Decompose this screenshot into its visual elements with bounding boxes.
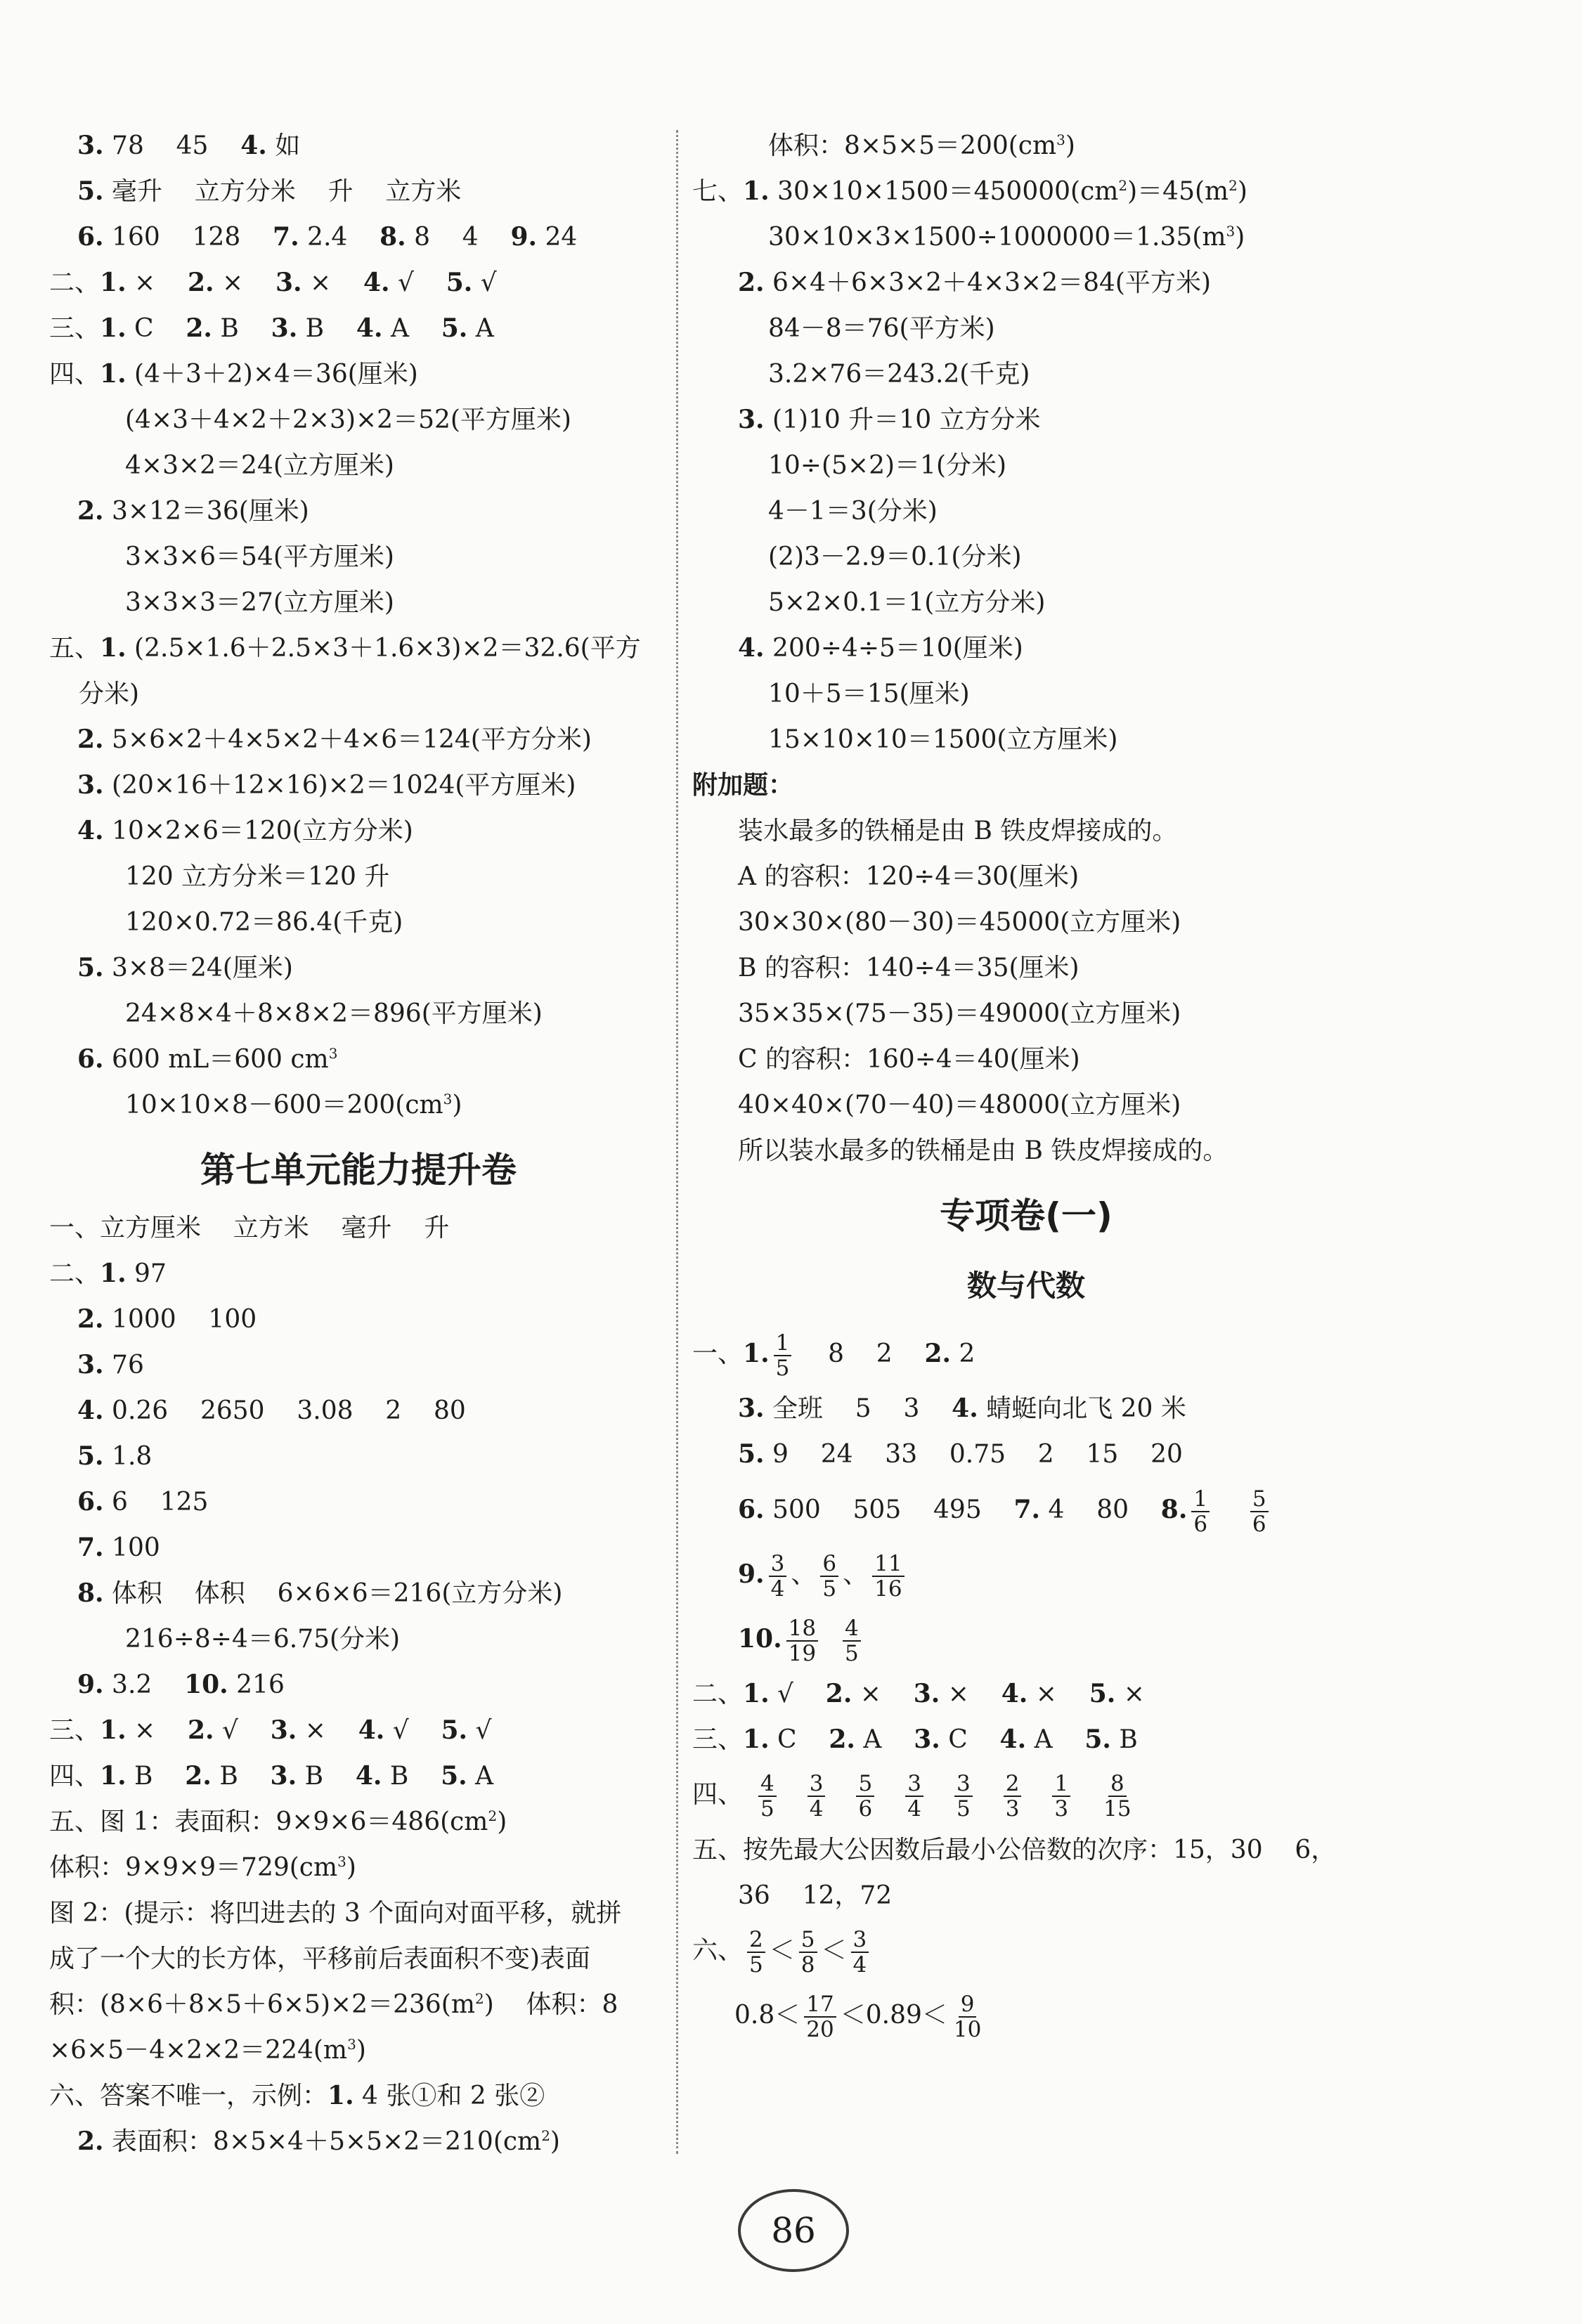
answer-line: 3×3×6＝54(平方厘米): [125, 543, 394, 571]
answer-line: 6. 160 128 7. 2.4 8. 8 4 9. 24: [77, 222, 578, 252]
answer-line: 9. $\frac{3}{4}$ 、 $\frac{6}{5}$ 、 $\frac{11}{16}$: [692, 1542, 1536, 1606]
answer-line: 4－1＝3(分米): [768, 497, 938, 526]
answer-line: 六、答案不唯一，示例：1. 4 张①和 2 张②: [49, 2081, 545, 2110]
answer-line: 图 2：(提示：将凹进去的 3 个面向对面平移，就拼: [49, 1899, 622, 1928]
fraction: $\frac{4}{5}$: [843, 1616, 861, 1666]
answer-line: 二、1. 97: [49, 1259, 167, 1288]
answer-line: 2. 3×12＝36(厘米): [77, 496, 309, 526]
fraction: $\frac{3}{4}$: [905, 1772, 923, 1821]
answer-line: 0.8＜ $\frac{17}{20}$ ＜0.89＜ $\frac{9}{10}$: [692, 1983, 1536, 2048]
fraction: $\frac{9}{10}$: [953, 1992, 982, 2042]
bonus-line: 装水最多的铁桶是由 B 铁皮焊接成的。: [738, 817, 1178, 845]
answer-line: 七、1. $30\times 10\times 1500=450000(cm^2)=45(m^2)$: [692, 176, 1247, 206]
answer-line: 成了一个大的长方体，平移前后表面积不变)表面: [49, 1945, 591, 1973]
fraction: $\frac{18}{19}$: [786, 1616, 818, 1666]
answer-line: 4. 200÷4÷5＝10(厘米): [738, 633, 1023, 663]
answer-line: 体积：$9\times 9\times 9=729(cm^3)$: [49, 1853, 356, 1882]
answer-line: 5. 9 24 33 0.75 2 15 20: [738, 1439, 1183, 1469]
answer-line: 3. (20×16＋12×16)×2＝1024(平方厘米): [77, 770, 576, 800]
answer-line: 2. 6×4＋6×3×2＋4×3×2＝84(平方米): [738, 268, 1211, 297]
answer-line: 5. 毫升 立方分米 升 立方米: [77, 176, 462, 206]
answer-line: 15×10×10＝1500(立方厘米): [768, 725, 1118, 754]
answer-line: 5×2×0.1＝1(立方分米): [768, 588, 1046, 617]
answer-line: 3. 全班 5 3 4. 蜻蜓向北飞 20 米: [738, 1394, 1186, 1423]
fraction: $\frac{1}{6}$: [1191, 1487, 1210, 1536]
answer-line: (2)3－2.9＝0.1(分米): [768, 543, 1022, 571]
answer-line: 36 12，72: [738, 1881, 893, 1910]
answer-line: 四、 $\frac{4}{5}$ $\frac{3}{4}$ $\frac{5}{6}$ $\frac{3}{4}$ $\frac{3}{5}$ $\frac{2}{3}$ $\frac{1}{3}$ $\frac{8}{15}$: [692, 1763, 1536, 1827]
answer-line: 10÷(5×2)＝1(分米): [768, 451, 1007, 480]
answer-line: 一、立方厘米 立方米 毫升 升: [49, 1214, 450, 1242]
answer-line: 二、1. √ 2. × 3. × 4. × 5. ×: [692, 1679, 1145, 1708]
answer-line: 分米): [79, 680, 140, 708]
answer-line: 5. 1.8: [77, 1441, 153, 1471]
answer-line: 10. $\frac{18}{19}$ $\frac{4}{5}$: [692, 1606, 1536, 1671]
bonus-line: C 的容积：160÷4＝40(厘米): [738, 1045, 1080, 1074]
bonus-line: A 的容积：120÷4＝30(厘米): [738, 862, 1079, 891]
left-column: [49, 123, 668, 2164]
answer-line: 4. 10×2×6＝120(立方分米): [77, 816, 413, 845]
fraction: $\frac{2}{3}$: [1004, 1772, 1022, 1821]
answer-line: 3. (1)10 升＝10 立方分米: [738, 405, 1041, 434]
answer-line: 三、1. C 2. B 3. B 4. A 5. A: [49, 313, 494, 343]
answer-line: 84－8＝76(平方米): [768, 314, 995, 343]
section-subtitle: 数与代数: [966, 1268, 1085, 1303]
answer-line: 24×8×4＋8×8×2＝896(平方厘米): [125, 999, 543, 1028]
section-title: 专项卷(一): [940, 1195, 1113, 1236]
answer-line: 4×3×2＝24(立方厘米): [125, 451, 394, 480]
answer-line: 六、 $\frac{2}{5}$ ＜ $\frac{5}{8}$ ＜ $\frac{3}{4}$: [692, 1919, 1536, 1983]
answer-line: 体积：$8\times 5\times 5=200(cm^3)$: [768, 131, 1075, 160]
fraction: $\frac{5}{6}$: [1250, 1487, 1269, 1536]
answer-line: 3. 78 45 4. 如: [77, 131, 301, 160]
answer-line: 五、按先最大公因数后最小公倍数的次序：15，30 6，: [692, 1836, 1337, 1864]
answer-line: $30\times 10\times 3\times 1500\div 1000000=1.35(m^3)$: [768, 223, 1245, 252]
fraction: $\frac{3}{5}$: [954, 1772, 973, 1821]
answer-line: 五、1. (2.5×1.6＋2.5×3＋1.6×3)×2＝32.6(平方: [49, 633, 641, 663]
answer-line: 5. 3×8＝24(厘米): [77, 953, 293, 982]
answer-line: 6. 600 mL＝600 $cm^3$: [77, 1044, 338, 1074]
answer-line: 9. 3.2 10. 216: [77, 1670, 285, 1699]
fraction: $\frac{2}{5}$: [747, 1928, 765, 1977]
fraction: $\frac{5}{8}$: [799, 1928, 817, 1977]
answer-line: 四、1. (4＋3＋2)×4＝36(厘米): [49, 359, 418, 389]
fraction: $\frac{8}{15}$: [1103, 1771, 1132, 1822]
answer-line: 3×3×3＝27(立方厘米): [125, 588, 394, 617]
answer-line: 四、1. B 2. B 3. B 4. B 5. A: [49, 1761, 494, 1791]
answer-line: 三、1. C 2. A 3. C 4. A 5. B: [692, 1725, 1138, 1754]
answer-line: 10＋5＝15(厘米): [768, 680, 970, 708]
answer-line: 216÷8÷4＝6.75(分米): [125, 1625, 401, 1654]
column-divider: [676, 130, 678, 2154]
fraction: $\frac{3}{4}$: [769, 1552, 787, 1601]
answer-line: 二、1. × 2. × 3. × 4. √ 5. √: [49, 268, 497, 297]
fraction: $\frac{1}{3}$: [1052, 1772, 1070, 1821]
fraction: $\frac{17}{20}$: [804, 1992, 836, 2041]
answer-line: 120×0.72＝86.4(千克): [125, 908, 403, 937]
answer-line: $10\times 10\times 8-600=200(cm^3)$: [125, 1091, 462, 1119]
fraction: $\frac{3}{4}$: [851, 1928, 869, 1977]
bonus-line: 30×30×(80－30)＝45000(立方厘米): [738, 908, 1181, 937]
answer-line: 3. 76: [77, 1350, 144, 1380]
answer-line: 7. 100: [77, 1533, 160, 1562]
fraction: $\frac{1}{5}$: [774, 1331, 792, 1380]
answer-line: 积：$(8\times 6+8\times 5+6\times 5)\times 2=236(m^2)$ 体积：8: [49, 1990, 618, 2019]
bonus-line: 所以装水最多的铁桶是由 B 铁皮焊接成的。: [738, 1136, 1228, 1165]
section-title: 第七单元能力提升卷: [200, 1150, 517, 1190]
bonus-title: 附加题：: [692, 770, 794, 800]
answer-line: 五、图 1：表面积：$9\times 9\times 6=486(cm^2)$: [49, 1807, 507, 1836]
answer-line: $\times 6\times 5-4\times 2\times 2=224(m^3)$: [49, 2036, 366, 2065]
answer-line: 一、1. $\frac{1}{5}$ 8 2 2. 2: [692, 1330, 975, 1381]
answer-line: 6. 500 505 495 7. 4 80 8. $\frac{1}{6}$ $\frac{5}{6}$: [692, 1477, 1536, 1542]
answer-line: 2. 表面积：$8\times 5\times 4+5\times 5\times 2=210(cm^2)$: [77, 2127, 560, 2156]
answer-line: 2. 5×6×2＋4×5×2＋4×6＝124(平方分米): [77, 725, 592, 754]
fraction: $\frac{3}{4}$: [808, 1772, 826, 1821]
answer-line: 3.2×76＝243.2(千克): [768, 360, 1030, 389]
fraction: $\frac{4}{5}$: [758, 1772, 777, 1821]
fraction: $\frac{11}{16}$: [872, 1552, 904, 1601]
fraction: $\frac{6}{5}$: [820, 1552, 838, 1601]
bonus-line: 35×35×(75－35)＝49000(立方厘米): [738, 999, 1181, 1028]
right-column: [692, 123, 1536, 2048]
answer-line: 120 立方分米＝120 升: [125, 862, 390, 891]
answer-line: 三、1. × 2. √ 3. × 4. √ 5. √: [49, 1715, 492, 1745]
answer-line: 4. 0.26 2650 3.08 2 80: [77, 1396, 466, 1425]
answer-line: 8. 体积 体积 6×6×6＝216(立方分米): [77, 1578, 563, 1608]
fraction: $\frac{5}{6}$: [856, 1772, 874, 1821]
page-number: 86: [738, 2189, 849, 2272]
answer-line: 6. 6 125: [77, 1487, 209, 1517]
answer-line: 2. 1000 100: [77, 1304, 257, 1334]
bonus-line: B 的容积：140÷4＝35(厘米): [738, 954, 1079, 982]
bonus-line: 40×40×(70－40)＝48000(立方厘米): [738, 1091, 1181, 1119]
answer-line: (4×3＋4×2＋2×3)×2＝52(平方厘米): [125, 405, 571, 434]
